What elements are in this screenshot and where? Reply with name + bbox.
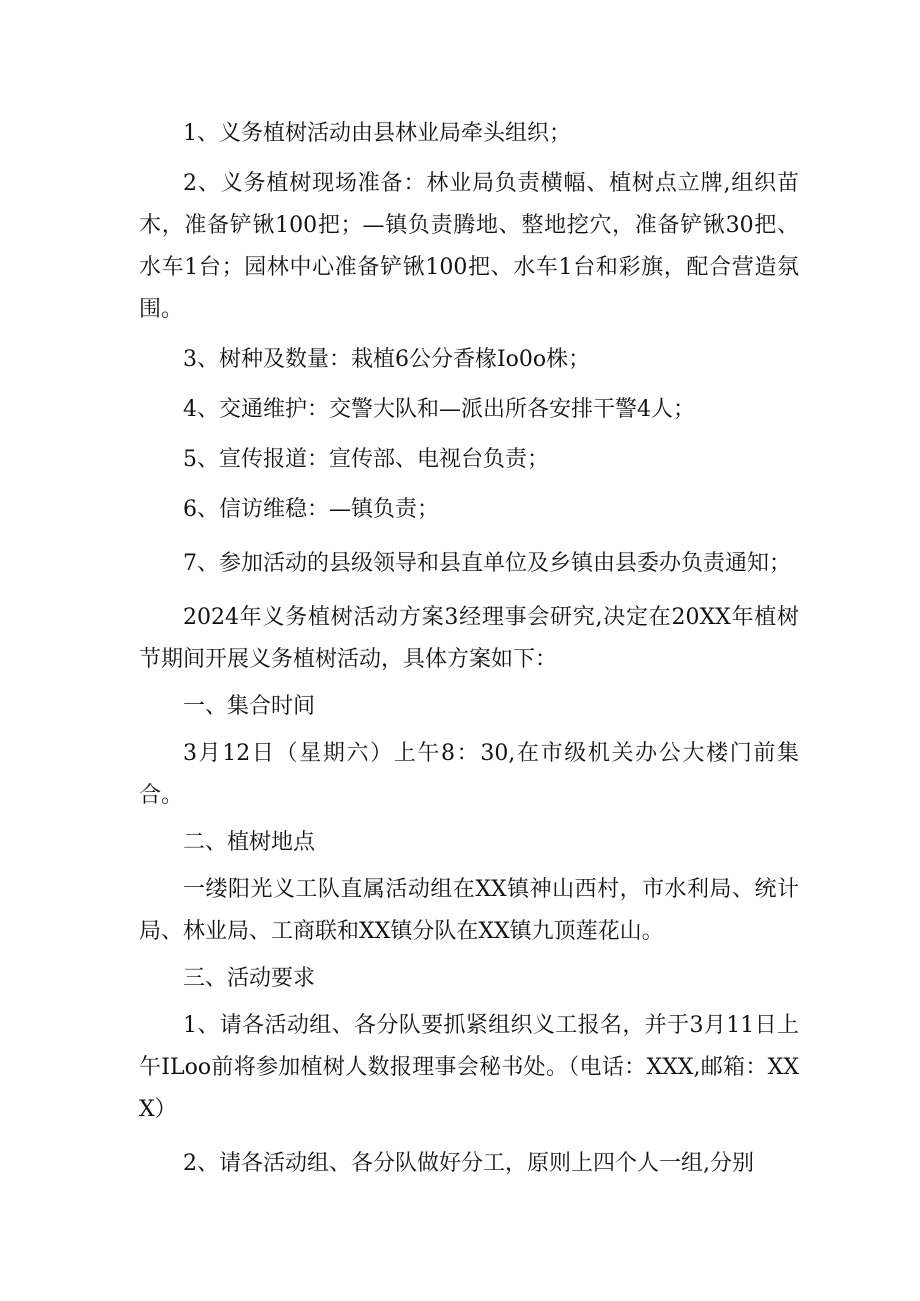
section-heading-time: 一、集合时间 bbox=[183, 694, 316, 719]
paragraph-requirement-1: 1、请各活动组、各分队要抓紧组织义工报名，并于3月11日上午ILoo前将参加植树人数报理事会秘书处。（电话：XXX,邮箱：XXX） bbox=[139, 1013, 799, 1122]
paragraph-site-preparation: 2、义务植树现场准备：林业局负责横幅、植树点立牌,组织苗木，准备铲锹100把；—镇负责腾地、整地挖穴，准备铲锹30把、水车1台；园林中心准备铲锹100把、水车1台和彩旗，配合营造氛围。 bbox=[139, 171, 799, 322]
section-heading-requirements: 三、活动要求 bbox=[183, 966, 316, 991]
section-heading-location: 二、植树地点 bbox=[183, 830, 316, 855]
paragraph-requirement-2: 2、请各活动组、各分队做好分工，原则上四个人一组,分别 bbox=[183, 1151, 754, 1176]
paragraph-traffic: 4、交通维护：交警大队和—派出所各安排干警4人； bbox=[183, 397, 695, 422]
paragraph-publicity: 5、宣传报道：宣传部、电视台负责； bbox=[183, 447, 549, 472]
paragraph-organizer: 1、义务植树活动由县林业局牵头组织； bbox=[183, 121, 571, 146]
paragraph-location: 一缕阳光义工队直属活动组在XX镇神山西村，市水利局、统计局、林业局、工商联和XX镇分队在XX镇九顶莲花山。 bbox=[139, 877, 799, 944]
paragraph-tree-species: 3、树种及数量：栽植6公分香椽Io0o株； bbox=[183, 347, 591, 372]
paragraph-gather-time: 3月12日（星期六）上午8：30,在市级机关办公大楼门前集合。 bbox=[139, 741, 799, 808]
paragraph-plan-intro: 2024年义务植树活动方案3经理事会研究,决定在20XX年植树节期间开展义务植树活动，具体方案如下： bbox=[139, 605, 799, 672]
paragraph-petition: 6、信访维稳：—镇负责； bbox=[183, 497, 439, 522]
paragraph-notification: 7、参加活动的县级领导和县直单位及乡镇由县委办负责通知； bbox=[183, 551, 791, 576]
document-body bbox=[139, 113, 799, 1185]
